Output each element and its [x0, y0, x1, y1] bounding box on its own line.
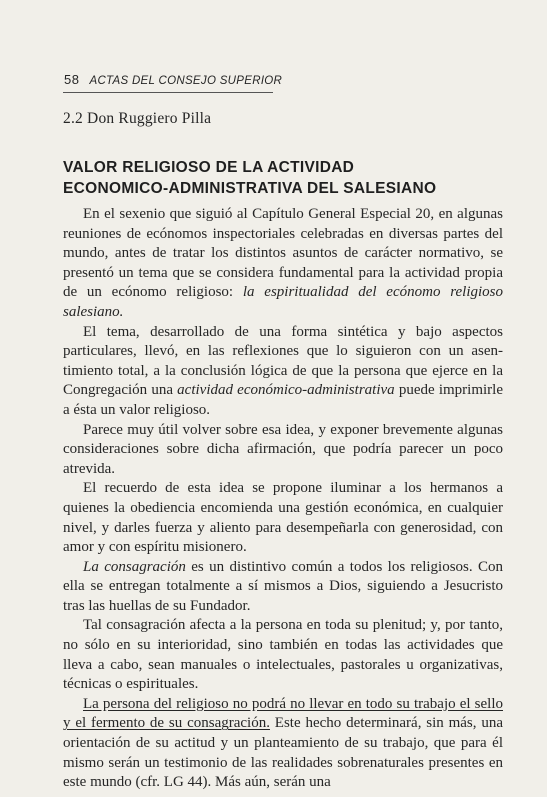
body-text: [63, 205, 503, 793]
article-heading: [63, 157, 503, 199]
paragraph-2-text-before: El tema, desarrollado de una forma sintética y bajo aspectos particulares, llevó, en las reflexiones que lo siguieron con un asentimiento total, a la conclusión lógica de que la persona que ejerce en la Congregación una: [63, 323, 503, 399]
page-number: 58: [64, 72, 80, 87]
running-header: [64, 72, 494, 87]
paragraph-7-text-after: Este hecho determinará, sin más, una orientación de su actitud y un planteamiento de su trabajo, que para él mismo serán un testimonio de las realidades sobrenaturales presentes en este mundo (cfr. LG 44). Más aún, serán una: [63, 715, 504, 791]
journal-title: ACTAS DEL CONSEJO SUPERIOR: [89, 75, 283, 87]
header-rule: [63, 92, 273, 93]
paragraph-1: [63, 205, 503, 323]
paragraph-1-italic: la espiritualidad del ecónomo religioso salesiano.: [63, 284, 503, 320]
paragraph-4: [63, 479, 503, 557]
heading-line-1: VALOR RELIGIOSO DE LA ACTIVIDAD: [63, 159, 355, 176]
paragraph-7: [63, 695, 503, 793]
paragraph-3: [63, 421, 503, 480]
paragraph-6-text: Tal consagración afecta a la persona en toda su plenitud; y, por tanto, no sólo en su interioridad, sino también en todas las actividades que lleva a cabo, sean manuales o intelectuales, pastorales u organizativas, técnicas o espirituales.: [63, 617, 503, 693]
paragraph-2-text-after: puede imprimirle a ésta un valor religioso.: [63, 382, 503, 418]
paragraph-4-text: El recuerdo de esta idea se propone iluminar a los hermanos a quienes la obediencia encomienda una gestión económica, en cualquier nivel, y darles fuerza y aliento para desempeñarla con generosidad, con amor y con espíritu misionero.: [63, 480, 503, 556]
paragraph-3-text: Parece muy útil volver sobre esa idea, y exponer brevemente algunas consideraciones sobre dicha afirmación, que podría parecer un poco atrevida.: [63, 421, 503, 477]
paragraph-1-text: En el sexenio que siguió al Capítulo General Especial 20, en algunas reuniones de ecónomos inspectoriales celebradas en diversas partes del mundo, antes de tratar los distintos asuntos de carácter normativo, se presentó un tema que se considera fundamental para la actividad propia de un ecónomo religioso:: [63, 206, 503, 301]
paragraph-2-italic: actividad económico-administrativa: [177, 382, 395, 399]
paragraph-5: [63, 558, 503, 617]
paragraph-2: [63, 323, 503, 421]
heading-line-2: ECONOMICO-ADMINISTRATIVA DEL SALESIANO: [63, 180, 437, 197]
paragraph-5-text-after: es un distintivo común a todos los religiosos. Con ella se entregan totalmente a sí mismos a Dios, siguiendo a Jesucristo tras las huellas de su Fundador.: [63, 558, 503, 614]
section-title: 2.2 Don Ruggiero Pilla: [63, 110, 212, 127]
paragraph-7-underlined: La persona del religioso no podrá no llevar en todo su trabajo el sello y el fermento de su consagración.: [63, 695, 503, 732]
paragraph-6: [63, 616, 503, 694]
paragraph-5-italic: La consagración: [83, 558, 186, 575]
